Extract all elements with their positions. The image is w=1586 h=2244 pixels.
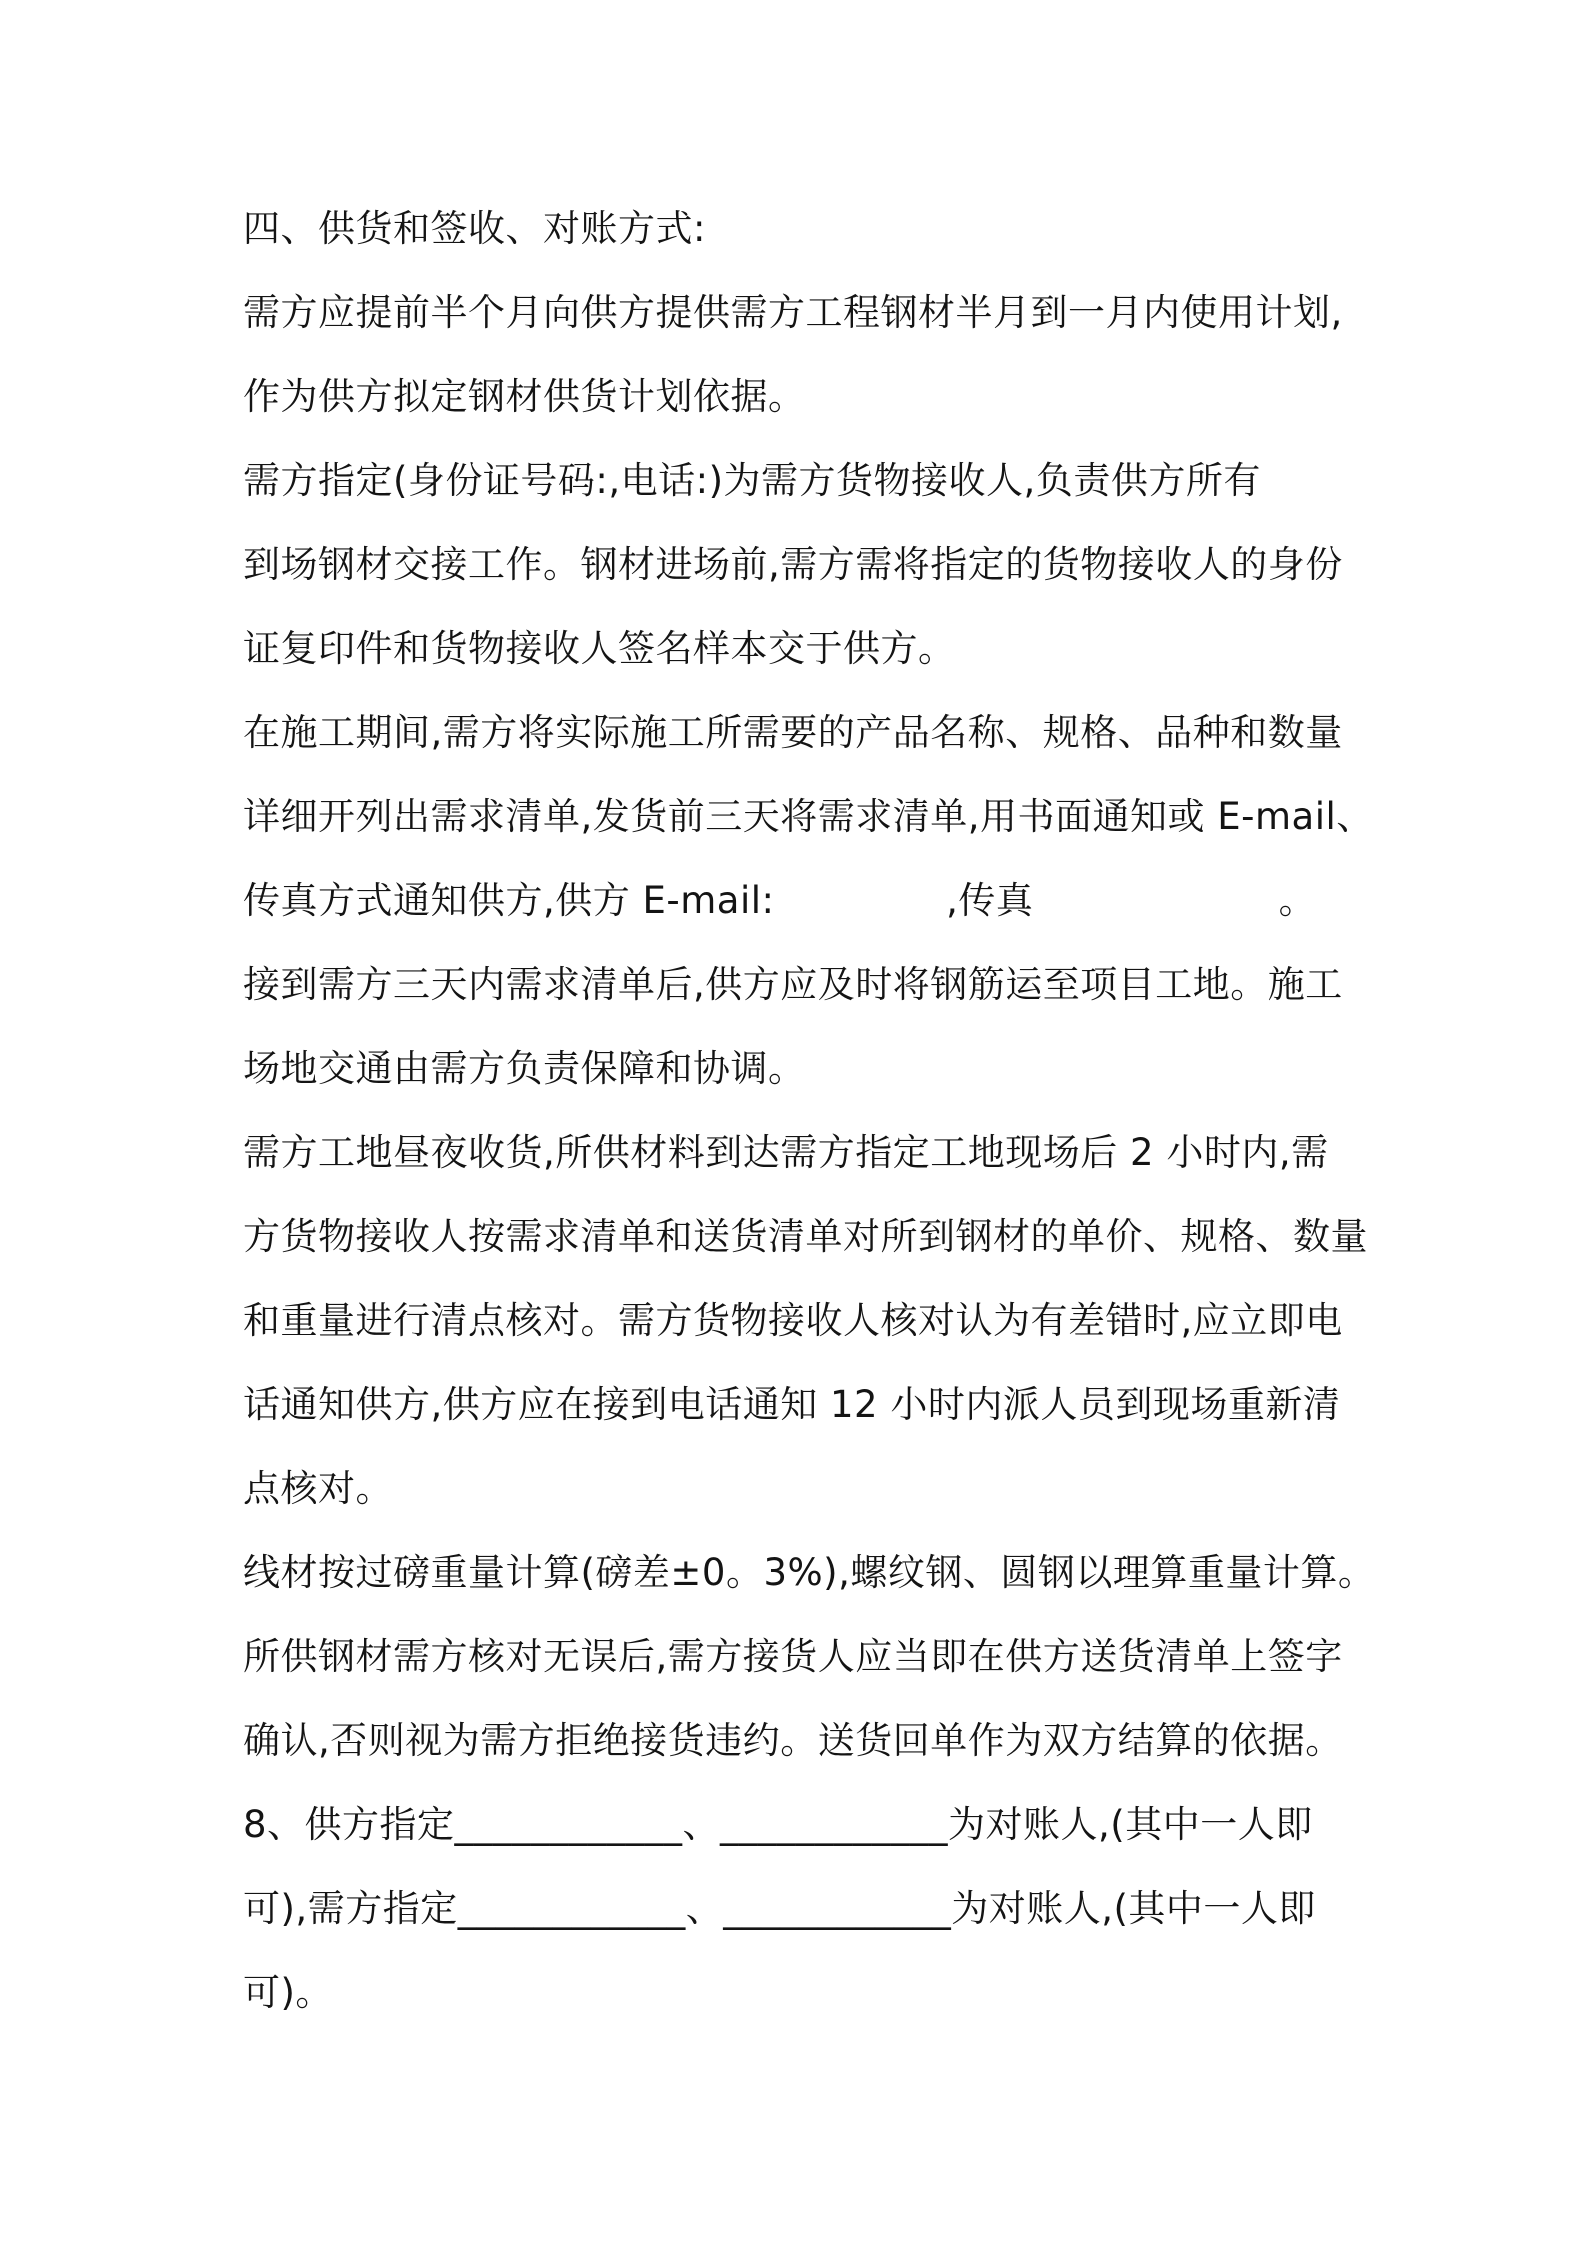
paragraph-line: 接到需方三天内需求清单后,供方应及时将钢筋运至项目工地。施工 (243, 963, 1343, 1006)
paragraph-line: 需方应提前半个月向供方提供需方工程钢材半月到一月内使用计划, (243, 291, 1343, 334)
paragraph-line: 点核对。 (243, 1467, 393, 1510)
paragraph-line: 需方指定(身份证号码:,电话:)为需方货物接收人,负责供方所有 (243, 459, 1261, 502)
paragraph-line: 8、供方指定____________、____________为对账人,(其中一人即 (243, 1803, 1313, 1846)
paragraph-line: 和重量进行清点核对。需方货物接收人核对认为有差错时,应立即电 (243, 1299, 1343, 1342)
section-heading: 四、供货和签收、对账方式: (243, 207, 706, 250)
paragraph-line: 可),需方指定____________、____________为对账人,(其中一人即 (243, 1887, 1316, 1930)
paragraph-line: 确认,否则视为需方拒绝接货违约。送货回单作为双方结算的依据。 (243, 1719, 1343, 1762)
paragraph-line: 详细开列出需求清单,发货前三天将需求清单,用书面通知或 E-mail、 (243, 795, 1374, 838)
paragraph-line: 方货物接收人按需求清单和送货清单对所到钢材的单价、规格、数量 (243, 1215, 1368, 1258)
paragraph-line: 证复印件和货物接收人签名样本交于供方。 (243, 627, 956, 670)
paragraph-line: 可)。 (243, 1971, 333, 2014)
paragraph-line: 需方工地昼夜收货,所供材料到达需方指定工地现场后 2 小时内,需 (243, 1131, 1329, 1174)
paragraph-line: 在施工期间,需方将实际施工所需要的产品名称、规格、品种和数量 (243, 711, 1343, 754)
paragraph-line: 线材按过磅重量计算(磅差±0。3%),螺纹钢、圆钢以理算重量计算。 (243, 1551, 1376, 1594)
paragraph-line: 所供钢材需方核对无误后,需方接货人应当即在供方送货清单上签字 (243, 1635, 1343, 1678)
paragraph-line: 传真方式通知供方,供方 E-mail: ,传真 。 (243, 879, 1317, 922)
paragraph-line: 到场钢材交接工作。钢材进场前,需方需将指定的货物接收人的身份 (243, 543, 1343, 586)
paragraph-line: 作为供方拟定钢材供货计划依据。 (243, 375, 806, 418)
paragraph-line: 场地交通由需方负责保障和协调。 (243, 1047, 806, 1090)
paragraph-line: 话通知供方,供方应在接到电话通知 12 小时内派人员到现场重新清 (243, 1383, 1341, 1426)
